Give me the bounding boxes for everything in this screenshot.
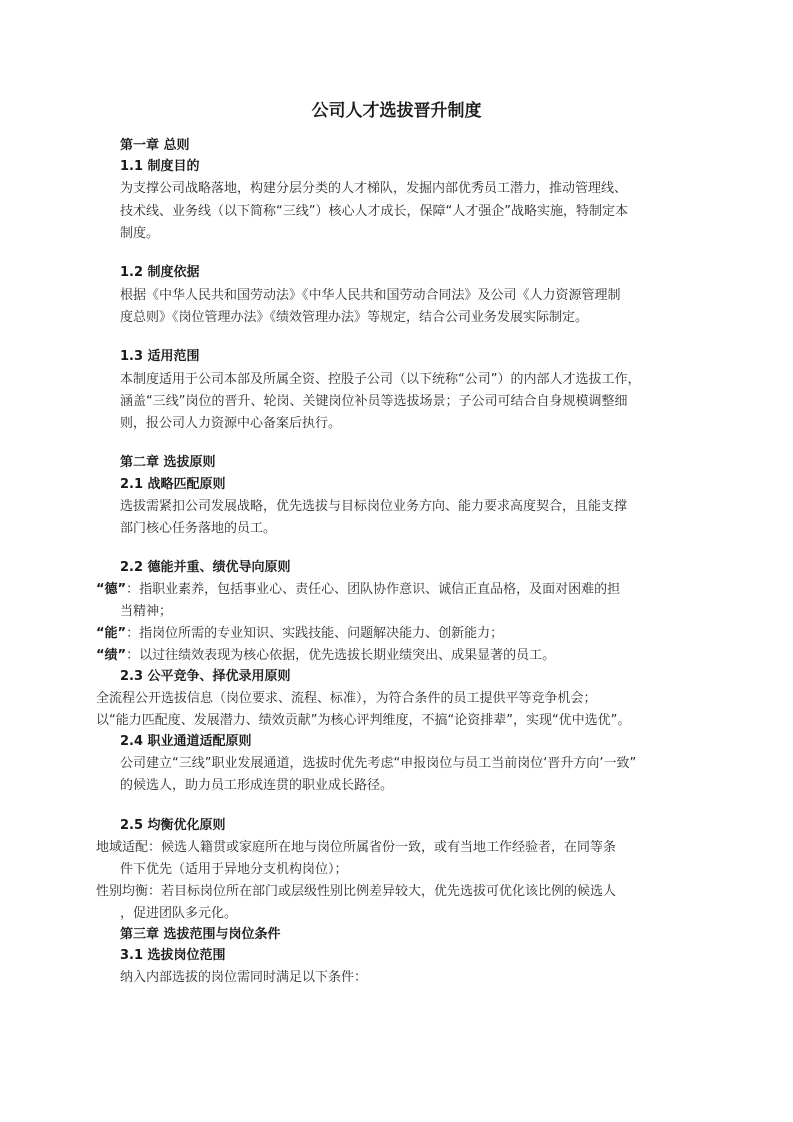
section-1-3-heading: 1.3 适用范围 bbox=[120, 349, 200, 364]
paragraph-line: 以“能力匹配度、发展潜力、绩效贡献”为核心评判维度，不搞“论资排辈”，实现“优中选优”。 bbox=[96, 713, 631, 728]
term-ji: “绩” bbox=[96, 648, 127, 663]
term-neng-text: ：指岗位所需的专业知识、实践技能、问题解决能力、创新能力； bbox=[126, 626, 504, 641]
paragraph-line: 公司建立“三线”职业发展通道，选拔时优先考虑“申报岗位与员工当前岗位‘晋升方向’一致” bbox=[120, 756, 637, 771]
paragraph-line: 纳入内部选拔的岗位需同时满足以下条件： bbox=[120, 970, 368, 985]
section-2-3-heading: 2.3 公平竞争、择优录用原则 bbox=[120, 669, 291, 684]
section-2-2-heading: 2.2 德能并重、绩优导向原则 bbox=[120, 560, 291, 575]
paragraph-line: 选拔需紧扣公司发展战略，优先选拔与目标岗位业务方向、能力要求高度契合，且能支撑 bbox=[120, 499, 628, 514]
section-1-2-heading: 1.2 制度依据 bbox=[120, 265, 200, 280]
paragraph-line: 部门核心任务落地的员工。 bbox=[120, 521, 277, 536]
section-1-1-heading: 1.1 制度目的 bbox=[120, 159, 200, 174]
chapter-3-heading: 第三章 选拔范围与岗位条件 bbox=[120, 927, 281, 942]
paragraph-line: 涵盖“三线”岗位的晋升、轮岗、关键岗位补员等选拔场景；子公司可结合自身规模调整细 bbox=[120, 394, 628, 409]
paragraph-line: 则，报公司人力资源中心备案后执行。 bbox=[120, 416, 342, 431]
paragraph-line: 当精神； bbox=[120, 604, 173, 619]
paragraph-line: 全流程公开选拔信息（岗位要求、流程、标准），为符合条件的员工提供平等竞争机会； bbox=[96, 691, 597, 706]
section-3-1-heading: 3.1 选拔岗位范围 bbox=[120, 948, 226, 963]
paragraph-line: 的候选人，助力员工形成连贯的职业成长路径。 bbox=[120, 778, 394, 793]
paragraph-line: 度总则》《岗位管理办法》《绩效管理办法》等规定，结合公司业务发展实际制定。 bbox=[120, 310, 589, 325]
term-ji-text: ：以过往绩效表现为核心依据，优先选拔长期业绩突出、成果显著的员工。 bbox=[126, 648, 556, 663]
list-item-de bbox=[96, 579, 620, 601]
paragraph-line: 技术线、业务线（以下简称“三线”）核心人才成长，保障“人才强企”战略实施，特制定本 bbox=[120, 204, 628, 219]
paragraph-line: 性别均衡：若目标岗位所在部门或层级性别比例差异较大，优先选拔可优化该比例的候选人 bbox=[96, 884, 617, 899]
paragraph-line: 制度。 bbox=[120, 226, 160, 241]
list-item-ji bbox=[96, 645, 555, 667]
term-de-text: ：指职业素养，包括事业心、责任心、团队协作意识、诚信正直品格，及面对困难的担 bbox=[126, 582, 621, 597]
document-title: 公司人才选拔晋升制度 bbox=[311, 101, 482, 121]
section-2-1-heading: 2.1 战略匹配原则 bbox=[120, 477, 226, 492]
paragraph-line: 件下优先（适用于异地分支机构岗位）； bbox=[120, 862, 348, 877]
section-2-4-heading: 2.4 职业通道适配原则 bbox=[120, 734, 252, 749]
paragraph-line: 根据《中华人民共和国劳动法》《中华人民共和国劳动合同法》及公司《人力资源管理制 bbox=[120, 288, 621, 303]
term-de: “德” bbox=[96, 582, 127, 597]
chapter-1-heading: 第一章 总则 bbox=[120, 138, 190, 153]
paragraph-line: 地域适配：候选人籍贯或家庭所在地与岗位所属省份一致，或有当地工作经验者，在同等条 bbox=[96, 840, 617, 855]
paragraph-line: 本制度适用于公司本部及所属全资、控股子公司（以下统称“公司”）的内部人才选拔工作， bbox=[120, 372, 641, 387]
list-item-neng bbox=[96, 623, 503, 645]
term-neng: “能” bbox=[96, 626, 127, 641]
section-2-5-heading: 2.5 均衡优化原则 bbox=[120, 818, 226, 833]
chapter-2-heading: 第二章 选拔原则 bbox=[120, 455, 216, 470]
paragraph-line: ，促进团队多元化。 bbox=[120, 906, 238, 921]
paragraph-line: 为支撑公司战略落地，构建分层分类的人才梯队，发掘内部优秀员工潜力，推动管理线、 bbox=[120, 181, 628, 196]
